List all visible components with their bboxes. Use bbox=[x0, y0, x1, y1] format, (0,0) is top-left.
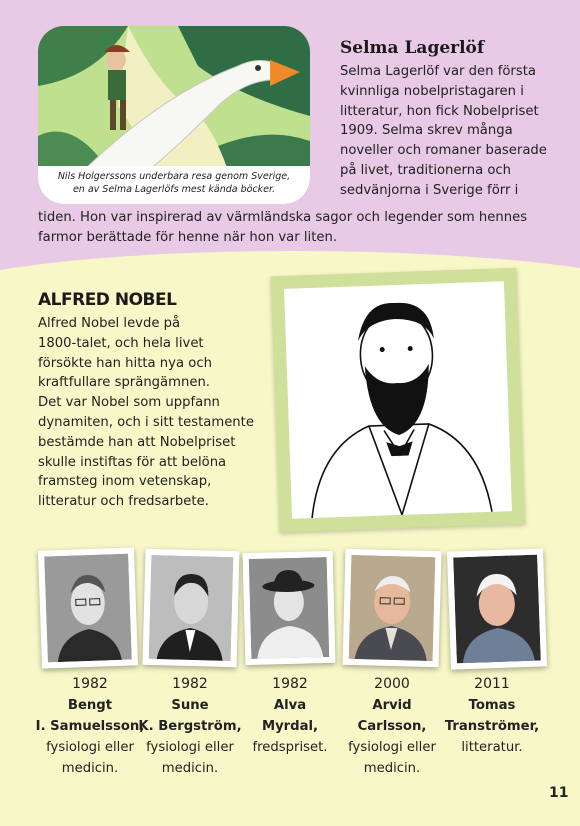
laureate-photo-carlsson bbox=[342, 549, 441, 667]
text-line: 1909. Selma skrev många bbox=[340, 123, 513, 139]
laureate-field: fysiologi eller bbox=[348, 740, 436, 755]
laureate-year: 1982 bbox=[272, 676, 308, 692]
text-line: litteratur, hon fick Nobelpriset bbox=[340, 103, 539, 119]
text-line: 1800-talet, och hela livet bbox=[38, 335, 204, 351]
laureate-photo-samuelsson bbox=[38, 547, 138, 668]
page-number: 11 bbox=[549, 785, 569, 801]
text-line: kvinnliga nobelpristagaren i bbox=[340, 83, 524, 99]
text-line: kraftfullare sprängämnen. bbox=[38, 375, 210, 391]
laureate-year: 1982 bbox=[172, 676, 208, 692]
text-line: sedvänjorna i Sverige förr i bbox=[340, 182, 519, 198]
laureate-year: 1982 bbox=[72, 676, 108, 692]
laureate-caption bbox=[336, 674, 448, 779]
selma-paragraph-right bbox=[340, 62, 560, 201]
laureate-name: Alva bbox=[273, 698, 307, 713]
text-line: litteratur och fredsarbete. bbox=[38, 494, 209, 510]
text-line: på livet, traditionerna och bbox=[340, 162, 512, 178]
laureate-field: medicin. bbox=[61, 761, 119, 776]
illustration-caption bbox=[38, 166, 310, 204]
laureate-name: K. Bergström, bbox=[138, 719, 242, 734]
laureate-field: medicin. bbox=[363, 761, 421, 776]
text-line: noveller och romaner baserade bbox=[340, 143, 547, 159]
text-line: bestämde han att Nobelpriset bbox=[38, 434, 236, 450]
text-line: tiden. Hon var inspirerad av värmländska sagor och legender som hennes bbox=[38, 210, 528, 225]
laureate-caption bbox=[134, 674, 246, 779]
nobel-paragraph bbox=[38, 314, 278, 512]
laureate-caption bbox=[34, 674, 146, 779]
text-line: skulle instiftas för att belöna bbox=[38, 454, 227, 470]
text-line: försökte han hitta nya och bbox=[38, 355, 212, 371]
laureate-field: fysiologi eller bbox=[146, 740, 234, 755]
laureate-name: Sune bbox=[171, 698, 209, 713]
text-line: Selma Lagerlöf var den första bbox=[340, 64, 536, 79]
text-line: Det var Nobel som uppfann bbox=[38, 395, 220, 411]
nobel-portrait-frame bbox=[271, 268, 526, 532]
laureate-field: fysiologi eller bbox=[46, 740, 134, 755]
laureate-name: I. Samuelsson, bbox=[35, 719, 145, 734]
laureate-photo-myrdal bbox=[243, 551, 336, 665]
laureate-photo-transtromer bbox=[447, 548, 547, 669]
laureate-name: Tranströmer, bbox=[444, 719, 540, 734]
laureate-field: medicin. bbox=[161, 761, 219, 776]
laureate-name: Myrdal, bbox=[261, 719, 319, 734]
laureate-photo-bergstrom bbox=[142, 549, 239, 667]
selma-paragraph-full bbox=[38, 208, 558, 248]
nobel-heading: ALFRED NOBEL bbox=[38, 290, 177, 310]
caption-line: Nils Holgerssons underbara resa genom Sverige, bbox=[57, 171, 291, 182]
text-line: Alfred Nobel levde på bbox=[38, 316, 181, 331]
laureate-name: Carlsson, bbox=[357, 719, 427, 734]
laureate-name: Bengt bbox=[67, 698, 113, 713]
caption-line: en av Selma Lagerlöfs mest kända böcker. bbox=[72, 184, 276, 195]
nobel-portrait bbox=[284, 281, 512, 519]
laureate-name: Arvid bbox=[372, 698, 412, 713]
laureate-name: Tomas bbox=[468, 698, 516, 713]
laureate-caption bbox=[436, 674, 548, 758]
laureate-field: litteratur. bbox=[461, 740, 523, 755]
laureate-year: 2011 bbox=[474, 676, 510, 692]
text-line: framsteg inom vetenskap, bbox=[38, 474, 212, 490]
laureate-year: 2000 bbox=[374, 676, 410, 692]
text-line: dynamiten, och i sitt testamente bbox=[38, 414, 254, 430]
text-line: farmor berättade för henne när hon var liten. bbox=[38, 229, 338, 245]
laureate-caption bbox=[234, 674, 346, 758]
selma-heading: Selma Lagerlöf bbox=[340, 38, 485, 58]
laureate-field: fredspriset. bbox=[252, 740, 328, 755]
